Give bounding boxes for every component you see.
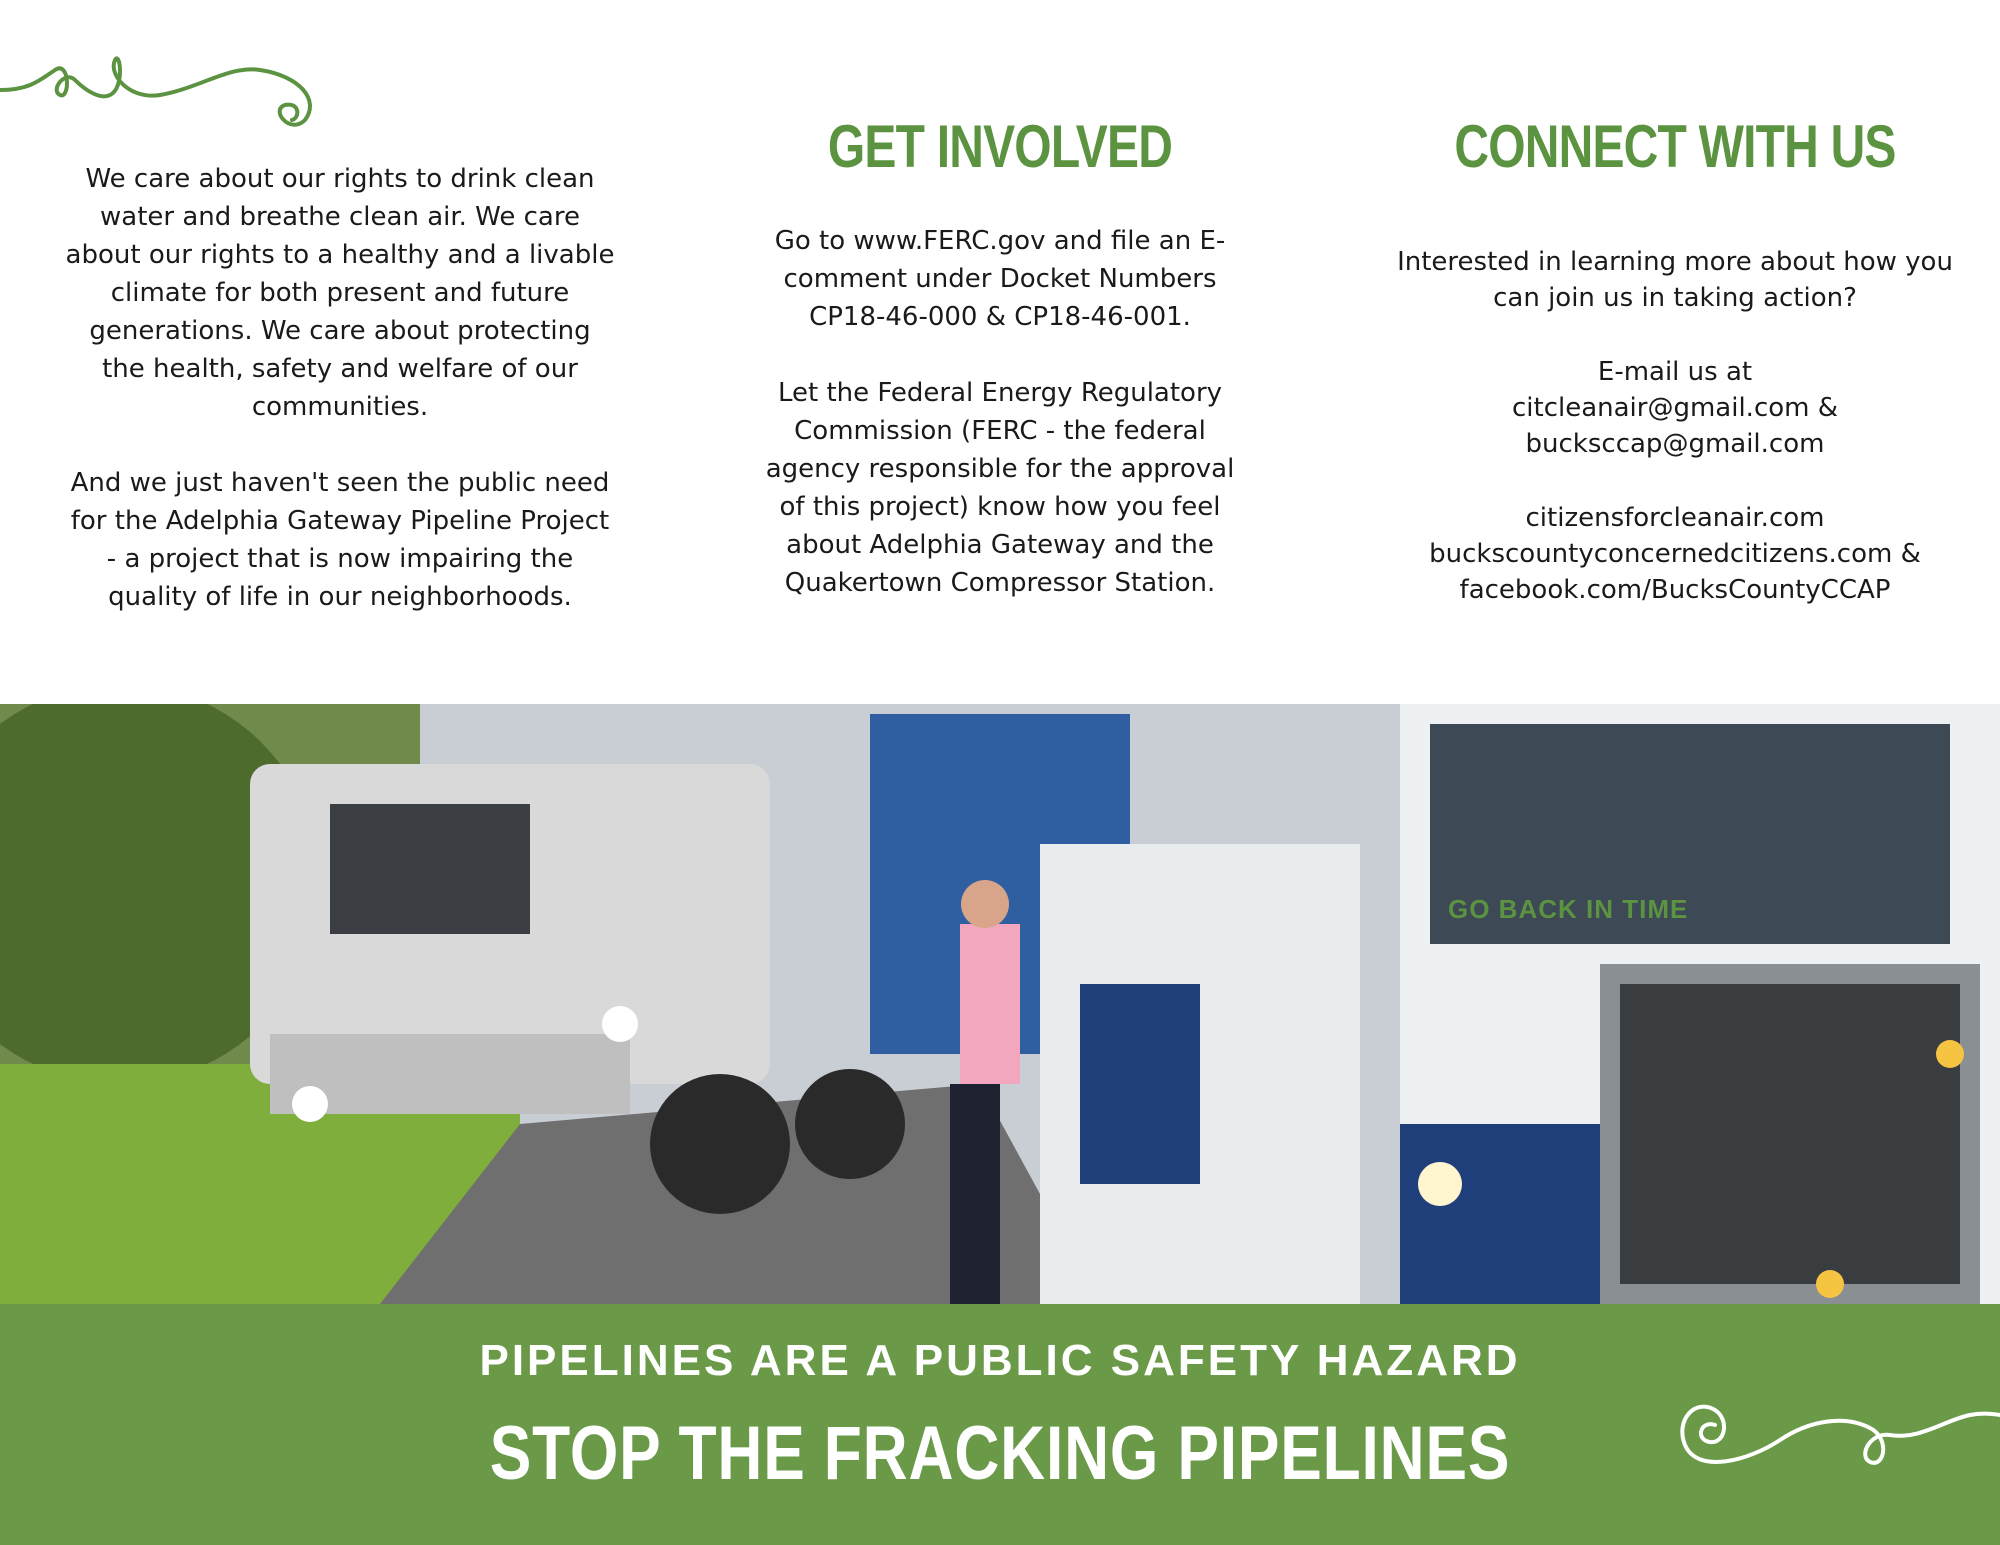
intro-paragraph-1: We care about our rights to drink clean water and breathe clean air. We care about our rights to a healthy and a livable climate for both present and future generations. We care about protecting the health, safety and welfare of our communities. (65, 164, 615, 422)
connect-intro: Interested in learning more about how you can join us in taking action? (1397, 247, 1953, 313)
banner-slogan: STOP THE FRACKING PIPELINES (489, 1411, 1511, 1496)
email-label: E-mail us at (1597, 357, 1753, 387)
email-addresses: citcleanair@gmail.com & buckscсap@gmail.com (1511, 393, 1839, 459)
connect-heading: CONNECT WITH US (1454, 113, 1896, 180)
decorative-swirl-bottom (1670, 1390, 2000, 1480)
intro-text (60, 160, 620, 616)
get-involved-paragraph-1: Go to www.FERC.gov and file an E- comment under Docket Numbers CP18-46-000 & CP18-46-001. (774, 226, 1226, 332)
connect-text (1390, 244, 1960, 608)
intro-paragraph-2: And we just haven't seen the public need for the Adelphia Gateway Pipeline Project - a project that is now impairing the quality of life in our neighborhoods. (70, 468, 610, 612)
website-links: citizensforcleanair.com buckscountyconcernedcitizens.com & facebook.com/BucksCountyCCAP (1429, 503, 1921, 605)
banner-tagline: PIPELINES ARE A PUBLIC SAFETY HAZARD (479, 1336, 1521, 1385)
get-involved-heading: GET INVOLVED (827, 113, 1173, 180)
go-back-in-time-link[interactable]: GO BACK IN TIME (1448, 894, 1689, 924)
get-involved-text (740, 222, 1260, 602)
trucks-photo (0, 704, 2000, 1304)
decorative-swirl-top (0, 40, 330, 130)
get-involved-paragraph-2: Let the Federal Energy Regulatory Commission (FERC - the federal agency responsible for the approval of this project) know how you feel about Adelphia Gateway and the Quakertown Compressor Station. (765, 378, 1235, 598)
